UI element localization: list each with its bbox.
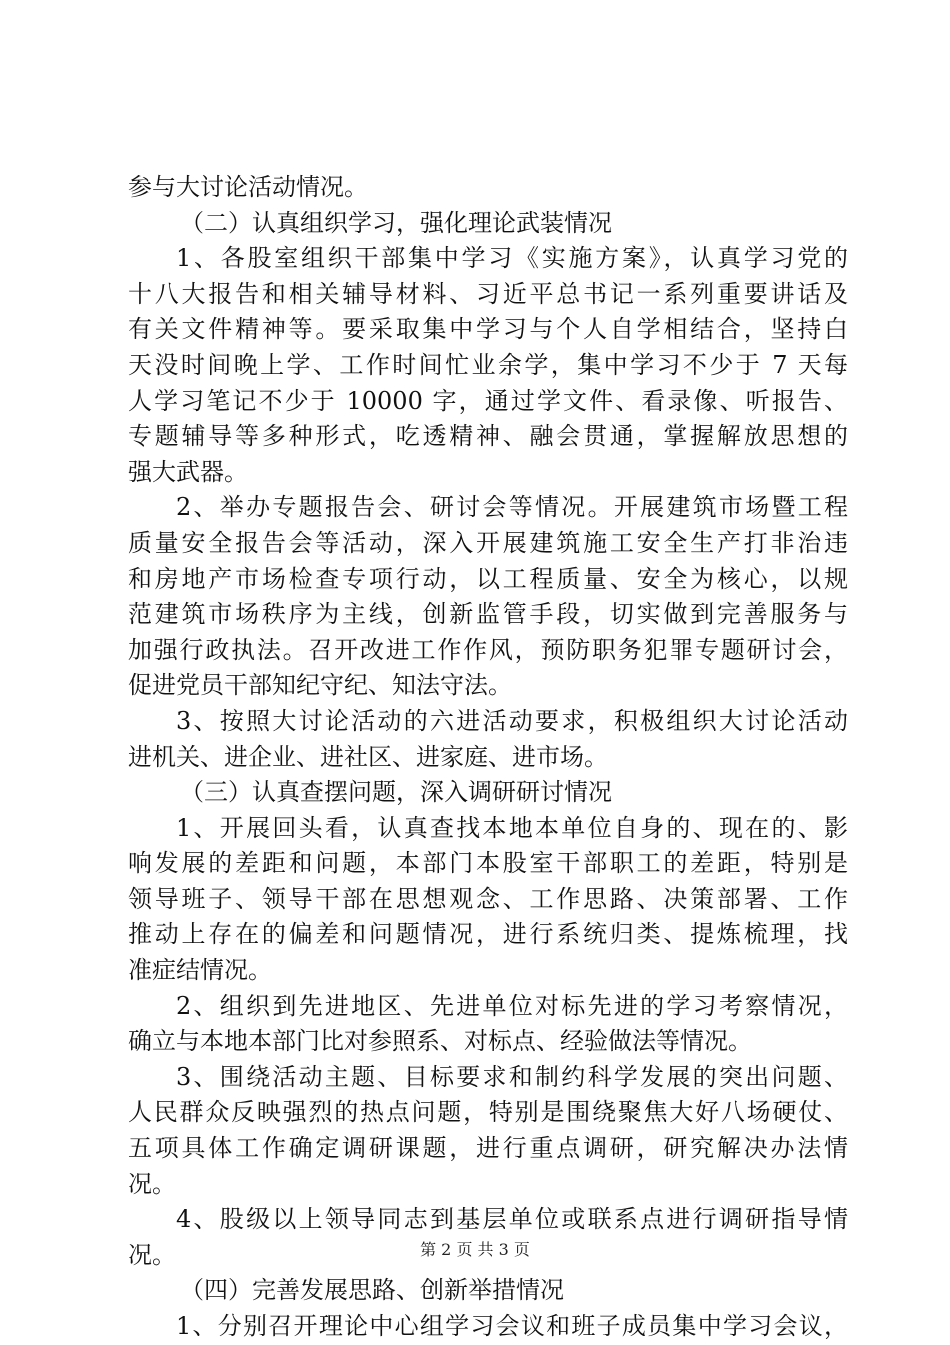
text-line: 促进党员干部知纪守纪、知法守法。: [128, 671, 512, 700]
page-footer: 第 2 页 共 3 页: [420, 1240, 530, 1259]
text-line: 2、举办专题报告会、研讨会等情况。开展建筑市场暨工程: [176, 493, 848, 522]
text-line: 1、分别召开理论中心组学习会议和班子成员集中学习会议，: [176, 1312, 848, 1340]
text-line: 范建筑市场秩序为主线，创新监管手段，切实做到完善服务与: [128, 600, 848, 629]
text-line: 推动上存在的偏差和问题情况，进行系统归类、提炼梳理，找: [128, 920, 848, 949]
section-heading: （四）完善发展思路、创新举措情况: [180, 1276, 564, 1305]
text-line: 3、围绕活动主题、目标要求和制约科学发展的突出问题、: [176, 1062, 848, 1091]
text-line: 况。: [128, 1240, 176, 1269]
section-heading: （三）认真查摆问题，深入调研研讨情况: [180, 778, 612, 807]
text-line: 强大武器。: [128, 457, 248, 486]
text-line: 加强行政执法。召开改进工作作风，预防职务犯罪专题研讨会，: [128, 635, 848, 664]
text-line: 十八大报告和相关辅导材料、习近平总书记一系列重要讲话及: [128, 279, 848, 308]
text-line: 准症结情况。: [128, 956, 272, 985]
text-line: 人学习笔记不少于 10000 字，通过学文件、看录像、听报告、: [128, 386, 848, 415]
text-line: 天没时间晚上学、工作时间忙业余学，集中学习不少于 7 天每: [128, 350, 848, 379]
text-line: 4、股级以上领导同志到基层单位或联系点进行调研指导情: [176, 1205, 848, 1234]
text-line: 进机关、进企业、进社区、进家庭、进市场。: [128, 742, 608, 771]
text-line: 况。: [128, 1169, 176, 1198]
text-line: 1、开展回头看，认真查找本地本单位自身的、现在的、影: [176, 813, 848, 842]
text-line: 专题辅导等多种形式，吃透精神、融会贯通，掌握解放思想的: [128, 422, 848, 451]
text-line: 有关文件精神等。要采取集中学习与个人自学相结合，坚持白: [128, 315, 848, 344]
text-line: 质量安全报告会等活动，深入开展建筑施工安全生产打非治违: [128, 528, 848, 557]
text-line: 1、各股室组织干部集中学习《实施方案》，认真学习党的: [176, 244, 848, 273]
text-line: 确立与本地本部门比对参照系、对标点、经验做法等情况。: [128, 1027, 752, 1056]
text-line: 参与大讨论活动情况。: [128, 173, 368, 201]
text-line: 五项具体工作确定调研课题，进行重点调研，研究解决办法情: [128, 1134, 848, 1163]
text-line: 领导班子、领导干部在思想观念、工作思路、决策部署、工作: [128, 884, 848, 913]
text-line: 2、组织到先进地区、先进单位对标先进的学习考察情况，: [176, 991, 848, 1020]
text-line: 3、按照大讨论活动的六进活动要求，积极组织大讨论活动: [176, 706, 848, 735]
text-line: 和房地产市场检查专项行动，以工程质量、安全为核心，以规: [128, 564, 848, 593]
document-body: [128, 170, 848, 1345]
section-heading: （二）认真组织学习，强化理论武装情况: [180, 208, 612, 237]
text-line: 响发展的差距和问题，本部门本股室干部职工的差距，特别是: [128, 849, 848, 878]
text-line: 人民群众反映强烈的热点问题，特别是围绕聚焦大好八场硬仗、: [128, 1098, 848, 1127]
